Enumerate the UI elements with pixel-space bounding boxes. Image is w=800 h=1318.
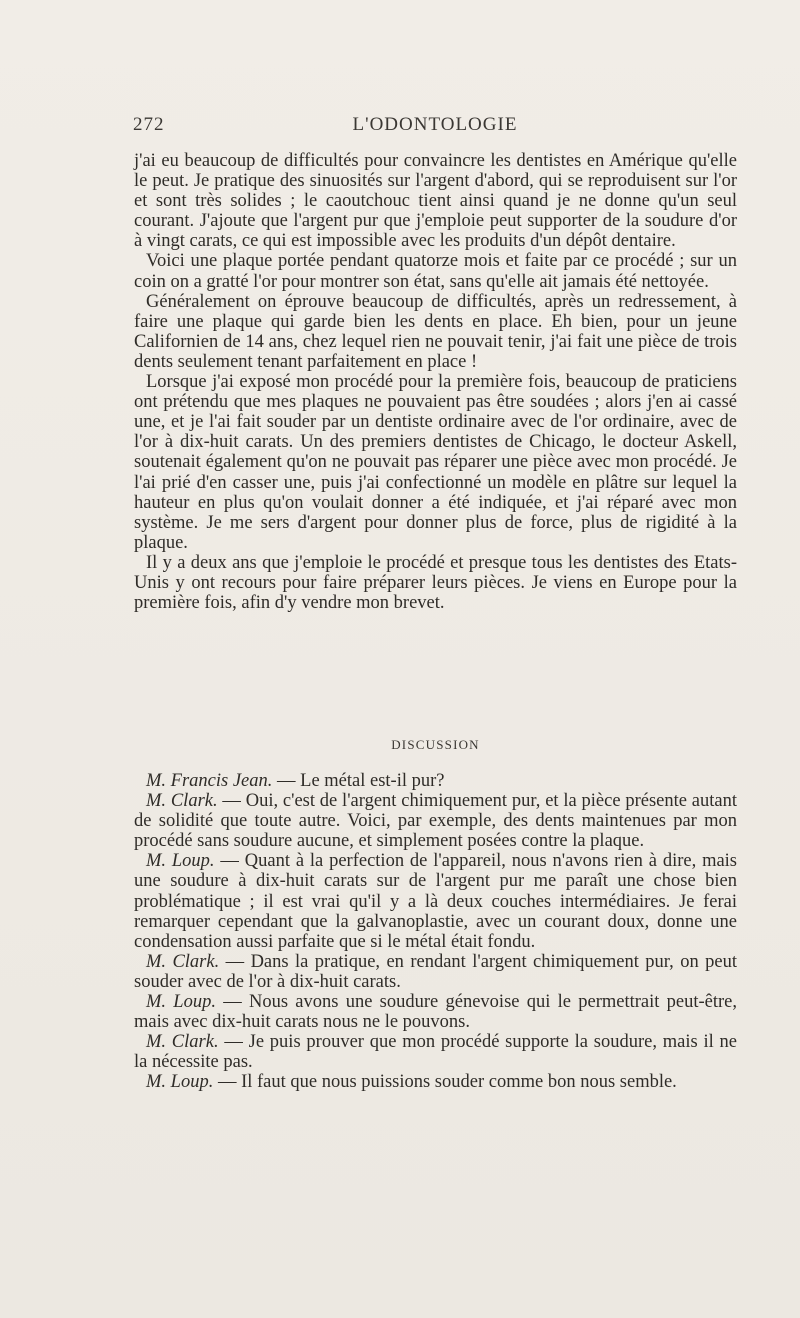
body-text [134, 151, 737, 613]
page-header [133, 114, 737, 138]
speech-text: — Je puis prouver que mon procédé supporte la soudure, mais il ne la nécessite pas. [134, 1032, 737, 1073]
speaker-name: M. Loup. [146, 1072, 214, 1093]
speech-text: — Le métal est-il pur? [272, 771, 445, 791]
discussion-entry [134, 952, 737, 992]
section-heading: DISCUSSION [391, 737, 480, 752]
discussion-entry [134, 791, 737, 851]
speech-text: — Il faut que nous puissions souder comme bon nous semble. [213, 1072, 677, 1093]
paragraph: Il y a deux ans que j'emploie le procédé et presque tous les dentistes des Etats-Unis y ont recours pour faire préparer leurs pièces. Je viens en Europe pour la première fois, afin d'y vendre mon brevet. [134, 552, 737, 614]
speaker-name: M. Clark. [146, 791, 218, 812]
discussion-entry [134, 1032, 737, 1072]
discussion-section [134, 771, 737, 1093]
paragraph: j'ai eu beaucoup de difficultés pour convaincre les dentistes en Amérique qu'elle le peut. Je pratique des sinuosités sur l'argent d'abord, qui se reproduisent sur l'or et sont très solides ; le caoutchouc tient ainsi quand je ne donne qu'un seul courant. J'ajoute que l'argent pur que j'emploie peut supporter de la soudure d'or à vingt carats, ce qui est impossible avec les produits d'un dépôt dentaire. [134, 151, 737, 252]
speech-text: — Quant à la perfection de l'appareil, nous n'avons rien à dire, mais une soudure à dix-huit carats sur de l'argent pur me paraît une chose bien problématique ; il est vrai qu'il y a là deux couches intermédiaires. Je ferai remarquer cependant que la galvanoplastie, avec un courant doux, donne une condensation aussi parfaite que si le métal était fondu. [134, 851, 738, 952]
speaker-name: M. Francis Jean. [146, 771, 273, 791]
discussion-entry [134, 851, 737, 951]
paragraph: Voici une plaque portée pendant quatorze mois et faite par ce procédé ; sur un coin on a gratté l'or pour montrer son état, sans qu'elle ait jamais été nettoyée. [134, 251, 737, 292]
speech-text: — Nous avons une soudure génevoise qui le permettrait peut-être, mais avec dix-huit carats nous ne le pouvons. [134, 992, 738, 1033]
discussion-entry [134, 1072, 737, 1092]
speaker-name: M. Clark. [146, 951, 220, 972]
paragraph: Lorsque j'ai exposé mon procédé pour la première fois, beaucoup de praticiens ont prétendu que mes plaques ne pouvaient pas être soudées ; alors j'en ai cassé une, et je l'ai fait souder par un dentiste ordinaire avec de l'or ordinaire, avec de l'or à dix-huit carats. Un des premiers dentistes de Chicago, le docteur Askell, soutenait également qu'on ne pouvait pas réparer une pièce avec mon procédé. Je l'ai prié d'en casser une, puis j'ai confectionné un modèle en plâtre sur lequel la hauteur en plus qu'on voulait donner a été indiquée, et j'ai réparé avec mon système. Je me sers d'argent pour donner plus de force, plus de rigidité à la plaque. [134, 372, 737, 553]
speaker-name: M. Loup. [146, 851, 215, 872]
page-number: 272 [133, 114, 165, 135]
speech-text: — Dans la pratique, en rendant l'argent chimiquement pur, on peut souder avec de l'or à dix-huit carats. [134, 951, 737, 992]
discussion-entry [134, 771, 737, 791]
running-head: L'ODONTOLOGIE [352, 114, 518, 135]
speaker-name: M. Clark. [146, 1032, 219, 1053]
discussion-entry [134, 992, 737, 1032]
paragraph: Généralement on éprouve beaucoup de difficultés, après un redressement, à faire une plaque qui garde bien les dents en place. Eh bien, pour un jeune Californien de 14 ans, chez lequel rien ne pouvait tenir, j'ai fait une pièce de trois dents seulement tenant parfaitement en place ! [134, 291, 737, 372]
speech-text: — Oui, c'est de l'argent chimiquement pur, et la pièce présente autant de solidité que toute autre. Voici, par exemple, des dents maintenues par mon procédé sans soudure aucune, et simplement posées contre la plaque. [134, 791, 737, 852]
speaker-name: M. Loup. [146, 992, 216, 1013]
